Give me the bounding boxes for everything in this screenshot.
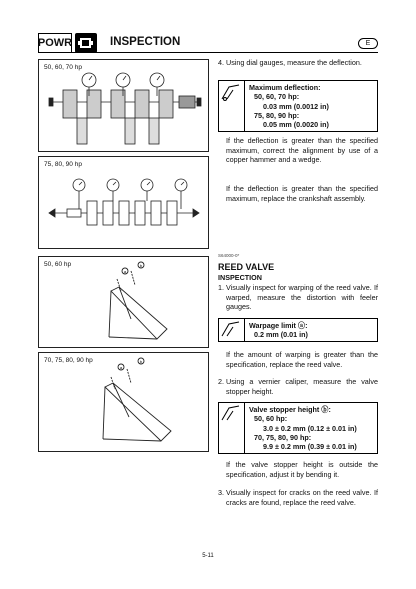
figure-label: 75, 80, 90 hp bbox=[44, 161, 82, 168]
doc-code: S64000-0* bbox=[218, 253, 240, 258]
crankshaft-dial-illustration bbox=[39, 60, 209, 152]
header-rule bbox=[38, 52, 378, 53]
figure-crankshaft-dial-75-90 bbox=[38, 156, 209, 249]
spec-max-deflection: Maximum deflection: 50, 60, 70 hp: 0.03 mm (0.0012 in) 75, 80, 90 hp: 0.05 mm (0.0020 in) bbox=[218, 80, 378, 132]
powerhead-icon bbox=[75, 33, 97, 53]
figure-reed-valve-50-60 bbox=[38, 256, 209, 348]
step-2: 2. Using a vernier caliper, measure the valve stopper height. bbox=[218, 377, 378, 396]
section-heading: REED VALVE bbox=[218, 262, 275, 272]
step-1: 1. Visually inspect for warping of the reed valve. If warped, measure the distortion with feeler gauges. bbox=[218, 283, 378, 312]
callout-b: b bbox=[139, 359, 143, 364]
page-title: INSPECTION bbox=[110, 36, 181, 48]
figure-label: 50, 60, 70 hp bbox=[44, 64, 82, 71]
reed-valve-illustration bbox=[39, 353, 209, 452]
callout-a: a bbox=[119, 365, 123, 370]
gauge-icon bbox=[219, 403, 245, 453]
subsection-heading: INSPECTION bbox=[218, 273, 262, 282]
page-number: 5-11 bbox=[202, 553, 214, 559]
callout-a: a bbox=[123, 269, 127, 274]
step-4: 4. Using dial gauges, measure the deflection. bbox=[218, 58, 362, 67]
figure-crankshaft-dial-50-70 bbox=[38, 59, 209, 152]
figure-label: 50, 60 hp bbox=[44, 261, 72, 268]
figure-reed-valve-70-90 bbox=[38, 352, 209, 452]
language-badge: E bbox=[358, 38, 378, 49]
paragraph: If the deflection is greater than the specified maximum, replace the crankshaft assembly. bbox=[226, 184, 378, 203]
paragraph: If the valve stopper height is outside the specification, adjust it by bending it. bbox=[226, 460, 378, 479]
figure-label: 70, 75, 80, 90 hp bbox=[44, 357, 93, 364]
reed-valve-illustration bbox=[39, 257, 209, 348]
spec-valve-stopper-height: Valve stopper height ⓑ: 50, 60 hp: 3.0 ± 0.2 mm (0.12 ± 0.01 in) 70, 75, 80, 90 hp: 9.9 ± 0.2 mm (0.39 ± 0.01 in) bbox=[218, 402, 378, 454]
page-header bbox=[38, 33, 378, 53]
step-3: 3. Visually inspect for cracks on the reed valve. If cracks are found, replace the reed valve. bbox=[218, 488, 378, 507]
paragraph: If the amount of warping is greater than the specification, replace the reed valve. bbox=[226, 350, 378, 369]
gauge-icon bbox=[219, 319, 245, 341]
section-tab: POWR bbox=[38, 33, 72, 53]
dial-gauge-icon bbox=[219, 81, 245, 131]
crankshaft-dial-illustration bbox=[39, 157, 209, 249]
spec-warpage-limit: Warpage limit ⓐ: 0.2 mm (0.01 in) bbox=[218, 318, 378, 342]
paragraph: If the deflection is greater than the specified maximum, correct the alignment by use of a copper hammer and a wedge. bbox=[226, 136, 378, 165]
callout-b: b bbox=[139, 263, 143, 268]
